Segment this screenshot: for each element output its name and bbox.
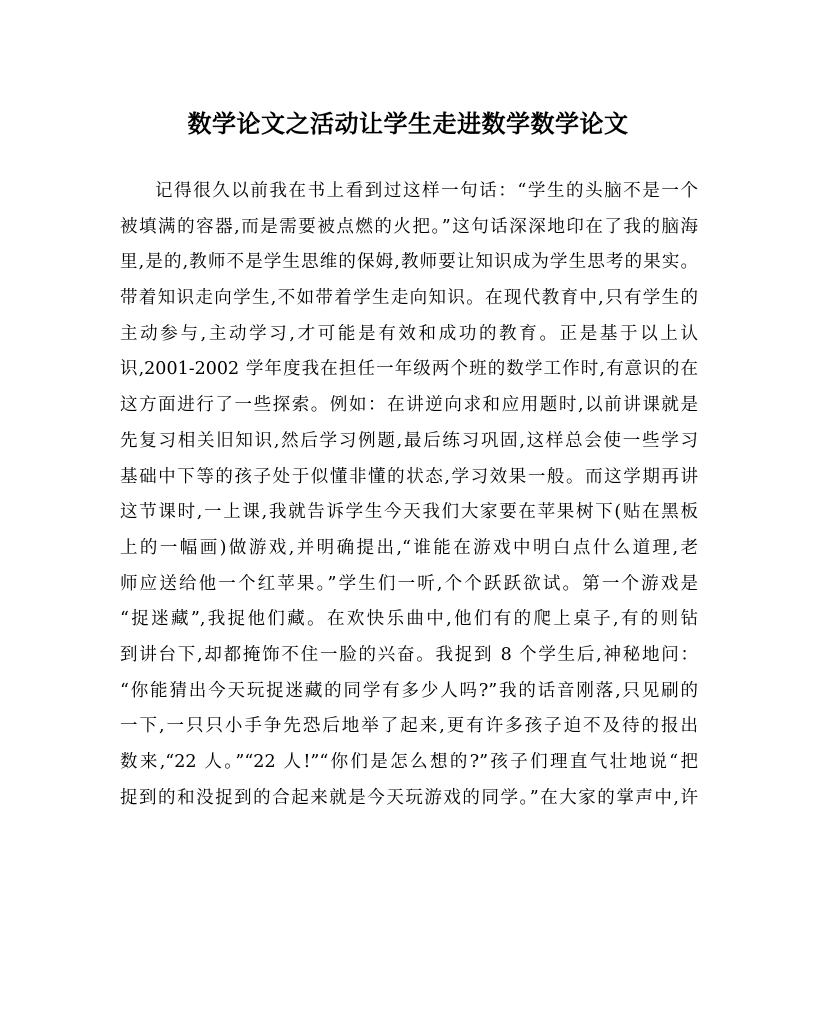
text-line: 师应送给他一个红苹果。”学生们一听,个个跃跃欲试。第一个游戏是 bbox=[120, 573, 698, 594]
text-line: 主动参与,主动学习,才可能是有效和成功的教育。正是基于以上认 bbox=[120, 323, 698, 344]
text-line: 这节课时,一上课,我就告诉学生今天我们大家要在苹果树下(贴在黑板 bbox=[120, 502, 698, 523]
text-line: 一下,一只只小手争先恐后地举了起来,更有许多孩子迫不及待的报出 bbox=[120, 716, 698, 737]
text-line: 里,是的,教师不是学生思维的保姆,教师要让知识成为学生思考的果实。 bbox=[120, 252, 698, 273]
text-line: 识,2001-2002 学年度我在担任一年级两个班的数学工作时,有意识的在 bbox=[120, 359, 698, 380]
text-line: 基础中下等的孩子处于似懂非懂的状态,学习效果一般。而这学期再讲 bbox=[120, 466, 698, 487]
text-line: 上的一幅画)做游戏,并明确提出,“谁能在游戏中明白点什么道理,老 bbox=[120, 537, 698, 558]
text-line: 捉到的和没捉到的合起来就是今天玩游戏的同学。”在大家的掌声中,许 bbox=[120, 787, 698, 808]
text-line: 记得很久以前我在书上看到过这样一句话：“学生的头脑不是一个 bbox=[155, 181, 698, 201]
document-title: 数学论文之活动让学生走进数学数学论文 bbox=[187, 109, 629, 138]
document-body bbox=[120, 174, 698, 816]
text-line: 数来,“22 人。”“22 人!”“你们是怎么想的?”孩子们理直气壮地说“把 bbox=[120, 752, 698, 772]
text-line: 带着知识走向学生,不如带着学生走向知识。在现代教育中,只有学生的 bbox=[120, 288, 698, 309]
text-line: 先复习相关旧知识,然后学习例题,最后练习巩固,这样总会使一些学习 bbox=[120, 430, 698, 451]
text-line: 到讲台下,却都掩饰不住一脸的兴奋。我捉到 8 个学生后,神秘地问： bbox=[120, 644, 698, 665]
text-line: “捉迷藏”,我捉他们藏。在欢快乐曲中,他们有的爬上桌子,有的则钻 bbox=[120, 609, 698, 630]
text-line: 这方面进行了一些探索。例如：在讲逆向求和应用题时,以前讲课就是 bbox=[120, 395, 698, 416]
text-line: “你能猜出今天玩捉迷藏的同学有多少人吗?”我的话音刚落,只见刷的 bbox=[120, 680, 698, 701]
text-line: 被填满的容器,而是需要被点燃的火把。”这句话深深地印在了我的脑海 bbox=[120, 216, 698, 237]
